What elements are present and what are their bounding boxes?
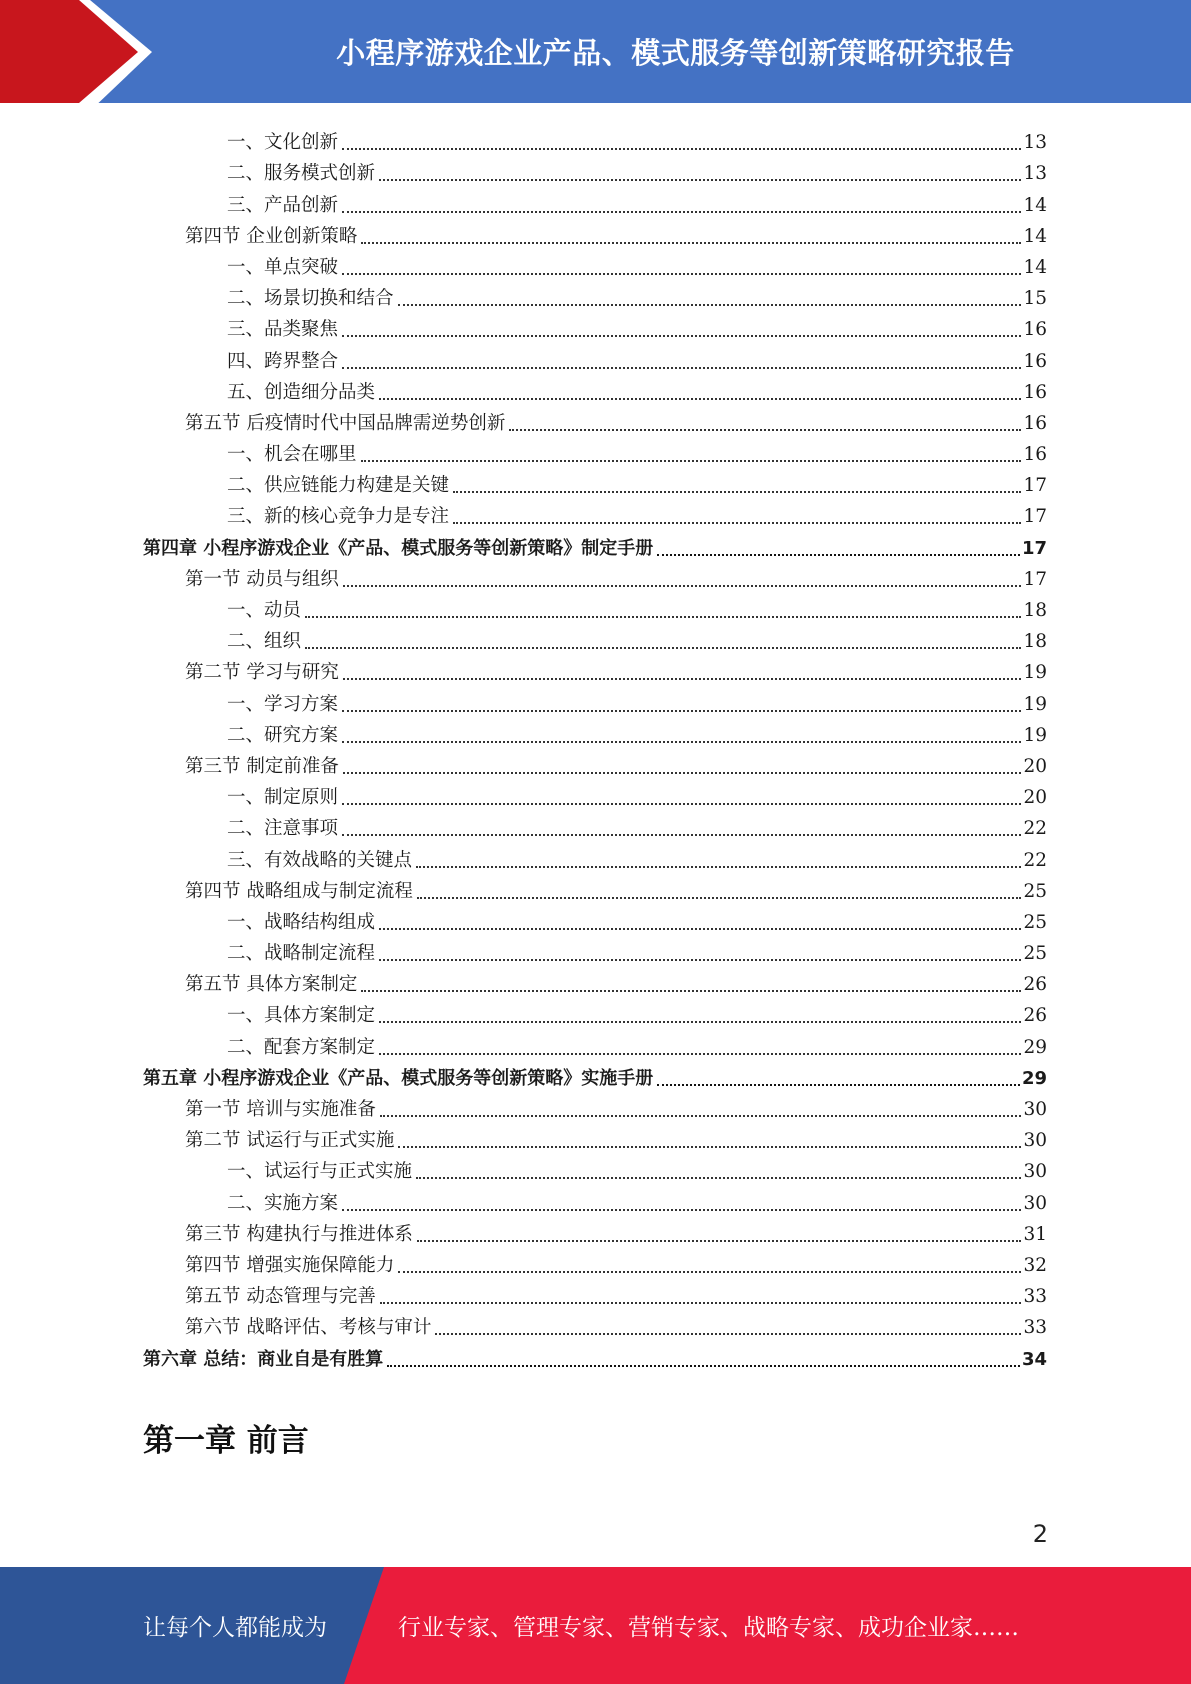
toc-entry[interactable]: [0, 564, 1191, 595]
toc-entry-title: 第二节 学习与研究: [185, 662, 339, 684]
toc-entry-line: [185, 569, 1047, 591]
toc-dot-leader: [342, 148, 1021, 150]
toc-entry-page: 25: [1023, 880, 1047, 902]
toc-entry-title: 三、有效战略的关键点: [227, 849, 413, 871]
toc-entry[interactable]: [0, 345, 1191, 376]
toc-dot-leader: [342, 367, 1021, 369]
toc-entry-line: [227, 257, 1047, 279]
toc-entry-line: [227, 1037, 1047, 1059]
toc-dot-leader: [416, 866, 1021, 868]
toc-entry-title: 一、机会在哪里: [227, 444, 357, 466]
toc-entry-page: 22: [1023, 818, 1047, 840]
toc-entry[interactable]: [0, 470, 1191, 501]
toc-entry-title: 二、实施方案: [227, 1192, 339, 1214]
toc-entry-page: 16: [1023, 412, 1047, 434]
toc-entry-line: [227, 631, 1047, 653]
toc-dot-leader: [342, 1209, 1021, 1211]
toc-entry-page: 26: [1023, 974, 1047, 996]
toc-entry[interactable]: [0, 876, 1191, 907]
toc-entry[interactable]: [0, 907, 1191, 938]
toc-entry-line: [227, 787, 1047, 809]
toc-entry-title: 二、注意事项: [227, 818, 339, 840]
toc-entry-title: 第六章 总结：商业自是有胜算: [143, 1348, 384, 1370]
toc-entry-title: 三、品类聚焦: [227, 319, 339, 341]
toc-entry-title: 一、试运行与正式实施: [227, 1161, 413, 1183]
toc-entry[interactable]: [0, 844, 1191, 875]
toc-dot-leader: [342, 273, 1021, 275]
toc-entry-page: 25: [1023, 943, 1047, 965]
toc-entry-page: 30: [1023, 1130, 1047, 1152]
toc-entry-title: 第四节 企业创新策略: [185, 225, 358, 247]
toc-entry-line: [227, 1161, 1047, 1183]
toc-entry-page: 29: [1023, 1036, 1047, 1058]
toc-entry-title: 第一节 培训与实施准备: [185, 1099, 376, 1120]
toc-entry-page: 14: [1023, 194, 1047, 216]
toc-entry-title: 二、战略制定流程: [227, 943, 376, 965]
toc-entry-page: 32: [1023, 1254, 1047, 1276]
toc-entry-title: 第四节 增强实施保障能力: [185, 1254, 395, 1276]
toc-entry-line: [227, 818, 1047, 840]
toc-entry-page: 17: [1023, 475, 1047, 497]
toc-entry-title: 第一节 动员与组织: [185, 568, 339, 590]
report-title: 小程序游戏企业产品、模式服务等创新策略研究报告: [336, 36, 1015, 70]
footer-slogan-right: 行业专家、管理专家、营销专家、战略专家、成功企业家……: [398, 1615, 1019, 1641]
toc-entry-title: 第五节 后疫情时代中国品牌需逆势创新: [185, 412, 506, 434]
page-number: 2: [1032, 1520, 1048, 1548]
toc-entry-line: [227, 163, 1047, 185]
toc-entry-title: 第二节 试运行与正式实施: [185, 1130, 395, 1152]
toc-dot-leader: [380, 1115, 1022, 1117]
toc-entry-title: 第五节 具体方案制定: [185, 974, 358, 996]
toc-entry-title: 三、产品创新: [227, 194, 339, 216]
toc-entry-line: [185, 756, 1047, 778]
toc-entry[interactable]: [0, 377, 1191, 408]
toc-entry-line: [227, 319, 1047, 341]
toc-dot-leader: [435, 1333, 1021, 1335]
toc-entry-page: 30: [1023, 1192, 1047, 1214]
toc-dot-leader: [343, 585, 1022, 587]
toc-entry-line: [227, 195, 1047, 217]
toc-entry-line: [185, 413, 1047, 435]
toc-entry-line: [227, 1005, 1047, 1027]
toc-entry-page: 22: [1023, 849, 1047, 871]
toc-entry-page: 16: [1023, 444, 1047, 466]
toc-entry-title: 第四节 战略组成与制定流程: [185, 880, 413, 902]
toc-entry[interactable]: [0, 1250, 1191, 1281]
toc-entry-title: 三、新的核心竞争力是专注: [227, 506, 450, 528]
toc-dot-leader: [379, 959, 1021, 961]
toc-dot-leader: [343, 678, 1022, 680]
toc-entry[interactable]: [0, 688, 1191, 719]
toc-entry-page: 26: [1023, 1005, 1047, 1027]
toc-entry-line: [185, 1286, 1047, 1308]
toc-dot-leader: [342, 803, 1021, 805]
toc-entry-page: 33: [1023, 1286, 1047, 1308]
toc-entry-page: 17: [1023, 568, 1047, 590]
toc-entry-line: [227, 1193, 1047, 1215]
toc-entry[interactable]: [0, 938, 1191, 969]
toc-entry-page: 20: [1023, 755, 1047, 777]
toc-entry[interactable]: [0, 813, 1191, 844]
toc-entry-page: 20: [1023, 787, 1047, 809]
toc-entry-title: 二、组织: [227, 631, 302, 653]
toc-dot-leader: [416, 1177, 1021, 1179]
toc-dot-leader: [398, 304, 1022, 306]
toc-entry-line: [227, 288, 1047, 310]
toc-entry-title: 第三节 构建执行与推进体系: [185, 1223, 413, 1245]
toc-entry-page: 16: [1023, 350, 1047, 372]
toc-entry[interactable]: [0, 626, 1191, 657]
toc-dot-leader: [305, 647, 1021, 649]
toc-entry-line: [185, 881, 1047, 903]
toc-entry-page: 25: [1023, 911, 1047, 933]
toc-entry-line: [227, 912, 1047, 934]
toc-dot-leader: [657, 554, 1020, 556]
toc-entry-page: 13: [1023, 163, 1047, 185]
toc-dot-leader: [342, 741, 1021, 743]
toc-entry[interactable]: [0, 127, 1191, 158]
toc-entry[interactable]: [0, 657, 1191, 688]
toc-entry-title: 第五章 小程序游戏企业《产品、模式服务等创新策略》实施手册: [143, 1067, 654, 1089]
toc-entry-line: [143, 1349, 1047, 1371]
toc-dot-leader: [361, 460, 1022, 462]
toc-entry-page: 17: [1021, 537, 1047, 559]
toc-dot-leader: [509, 429, 1021, 431]
toc-entry-page: 30: [1023, 1161, 1047, 1183]
toc-dot-leader: [343, 772, 1022, 774]
toc-dot-leader: [398, 1146, 1021, 1148]
toc-entry-page: 34: [1021, 1348, 1047, 1370]
toc-dot-leader: [342, 834, 1021, 836]
toc-entry[interactable]: [0, 252, 1191, 283]
toc-dot-leader: [361, 242, 1021, 244]
toc-entry[interactable]: [0, 751, 1191, 782]
toc-entry[interactable]: [0, 1281, 1191, 1312]
toc-entry[interactable]: [0, 1094, 1191, 1125]
toc-dot-leader: [657, 1084, 1020, 1086]
toc-dot-leader: [342, 710, 1021, 712]
toc-dot-leader: [342, 335, 1021, 337]
toc-entry-page: 16: [1023, 319, 1047, 341]
toc-entry-page: 19: [1023, 662, 1047, 684]
toc-dot-leader: [342, 211, 1021, 213]
toc-dot-leader: [379, 1053, 1021, 1055]
toc-entry-page: 19: [1023, 693, 1047, 715]
toc-dot-leader: [453, 491, 1021, 493]
toc-dot-leader: [379, 398, 1021, 400]
toc-dot-leader: [387, 1365, 1020, 1367]
toc-entry-line: [185, 1255, 1047, 1277]
toc-entry-line: [185, 226, 1047, 248]
toc-entry-title: 一、具体方案制定: [227, 1005, 376, 1027]
toc-entry-line: [227, 382, 1047, 404]
toc-entry-line: [185, 662, 1047, 684]
toc-entry-page: 18: [1023, 631, 1047, 653]
toc-dot-leader: [453, 522, 1021, 524]
toc-entry-title: 二、服务模式创新: [227, 163, 376, 185]
toc-entry-title: 二、研究方案: [227, 724, 339, 746]
toc-entry-line: [143, 1068, 1047, 1090]
toc-entry[interactable]: [0, 1343, 1191, 1374]
toc-entry-title: 二、场景切换和结合: [227, 288, 394, 310]
toc-dot-leader: [379, 928, 1021, 930]
toc-entry-title: 一、文化创新: [227, 132, 339, 154]
chapter-heading: 第一章 前言: [143, 1423, 309, 1459]
toc-entry-title: 五、创造细分品类: [227, 381, 376, 403]
toc-entry-page: 16: [1023, 381, 1047, 403]
toc-entry[interactable]: [0, 595, 1191, 626]
toc-dot-leader: [379, 179, 1021, 181]
toc-dot-leader: [417, 897, 1022, 899]
toc-entry-line: [227, 850, 1047, 872]
toc-entry-line: [227, 943, 1047, 965]
toc-entry-title: 一、单点突破: [227, 256, 339, 278]
toc-entry-title: 一、制定原则: [227, 787, 339, 809]
toc-entry-title: 第三节 制定前准备: [185, 755, 339, 777]
toc-entry[interactable]: [0, 158, 1191, 189]
toc-entry-line: [185, 974, 1047, 996]
toc-entry[interactable]: [0, 1063, 1191, 1094]
toc-entry-page: 18: [1023, 600, 1047, 621]
toc-entry[interactable]: [0, 1031, 1191, 1062]
toc-entry-page: 31: [1023, 1223, 1047, 1245]
toc-entry-line: [227, 351, 1047, 373]
toc-entry-line: [185, 1224, 1047, 1246]
toc-dot-leader: [361, 990, 1021, 992]
toc-dot-leader: [398, 1271, 1021, 1273]
footer-slogan-left: 让每个人都能成为: [143, 1615, 327, 1641]
toc-entry[interactable]: [0, 501, 1191, 532]
toc-entry-line: [143, 538, 1047, 560]
toc-entry[interactable]: [0, 221, 1191, 252]
toc-entry[interactable]: [0, 969, 1191, 1000]
toc-entry-title: 第五节 动态管理与完善: [185, 1286, 376, 1308]
toc-entry-title: 一、动员: [227, 600, 302, 621]
toc-entry-page: 29: [1021, 1067, 1047, 1089]
toc-entry-line: [227, 475, 1047, 497]
toc-entry-title: 二、供应链能力构建是关键: [227, 475, 450, 497]
toc-entry[interactable]: [0, 720, 1191, 751]
toc-entry-page: 33: [1023, 1317, 1047, 1339]
toc-dot-leader: [305, 616, 1021, 618]
toc-entry-line: [185, 1130, 1047, 1152]
toc-entry-page: 13: [1023, 132, 1047, 154]
table-of-contents: [0, 127, 1191, 1375]
toc-entry-page: 17: [1023, 506, 1047, 528]
toc-entry[interactable]: [0, 1000, 1191, 1031]
toc-entry-line: [227, 506, 1047, 528]
toc-entry-line: [227, 725, 1047, 747]
toc-dot-leader: [380, 1302, 1022, 1304]
toc-entry[interactable]: [0, 408, 1191, 439]
toc-entry-page: 19: [1023, 724, 1047, 746]
toc-entry[interactable]: [0, 439, 1191, 470]
toc-entry-page: 14: [1023, 256, 1047, 278]
toc-entry-page: 30: [1023, 1099, 1047, 1120]
footer-banner: [0, 1567, 1191, 1684]
toc-dot-leader: [379, 1021, 1021, 1023]
toc-entry-title: 一、学习方案: [227, 693, 339, 715]
toc-entry[interactable]: [0, 1187, 1191, 1218]
toc-entry-line: [227, 600, 1047, 622]
toc-entry-page: 15: [1023, 288, 1047, 310]
toc-entry-page: 14: [1023, 225, 1047, 247]
toc-entry-title: 第六节 战略评估、考核与审计: [185, 1317, 432, 1339]
toc-entry[interactable]: [0, 283, 1191, 314]
toc-entry-title: 第四章 小程序游戏企业《产品、模式服务等创新策略》制定手册: [143, 537, 654, 559]
toc-entry[interactable]: [0, 189, 1191, 220]
toc-entry[interactable]: [0, 1312, 1191, 1343]
toc-entry[interactable]: [0, 1156, 1191, 1187]
header-banner: [0, 0, 1191, 111]
toc-entry-line: [227, 132, 1047, 154]
toc-dot-leader: [417, 1240, 1022, 1242]
toc-entry-line: [227, 444, 1047, 466]
toc-entry[interactable]: [0, 532, 1191, 563]
toc-entry-line: [227, 694, 1047, 716]
toc-entry-line: [185, 1317, 1047, 1339]
toc-entry-title: 一、战略结构组成: [227, 911, 376, 933]
toc-entry-title: 四、跨界整合: [227, 350, 339, 372]
toc-entry[interactable]: [0, 1125, 1191, 1156]
toc-entry-title: 二、配套方案制定: [227, 1036, 376, 1058]
toc-entry-line: [185, 1099, 1047, 1121]
toc-entry[interactable]: [0, 782, 1191, 813]
toc-entry[interactable]: [0, 1219, 1191, 1250]
toc-entry[interactable]: [0, 314, 1191, 345]
